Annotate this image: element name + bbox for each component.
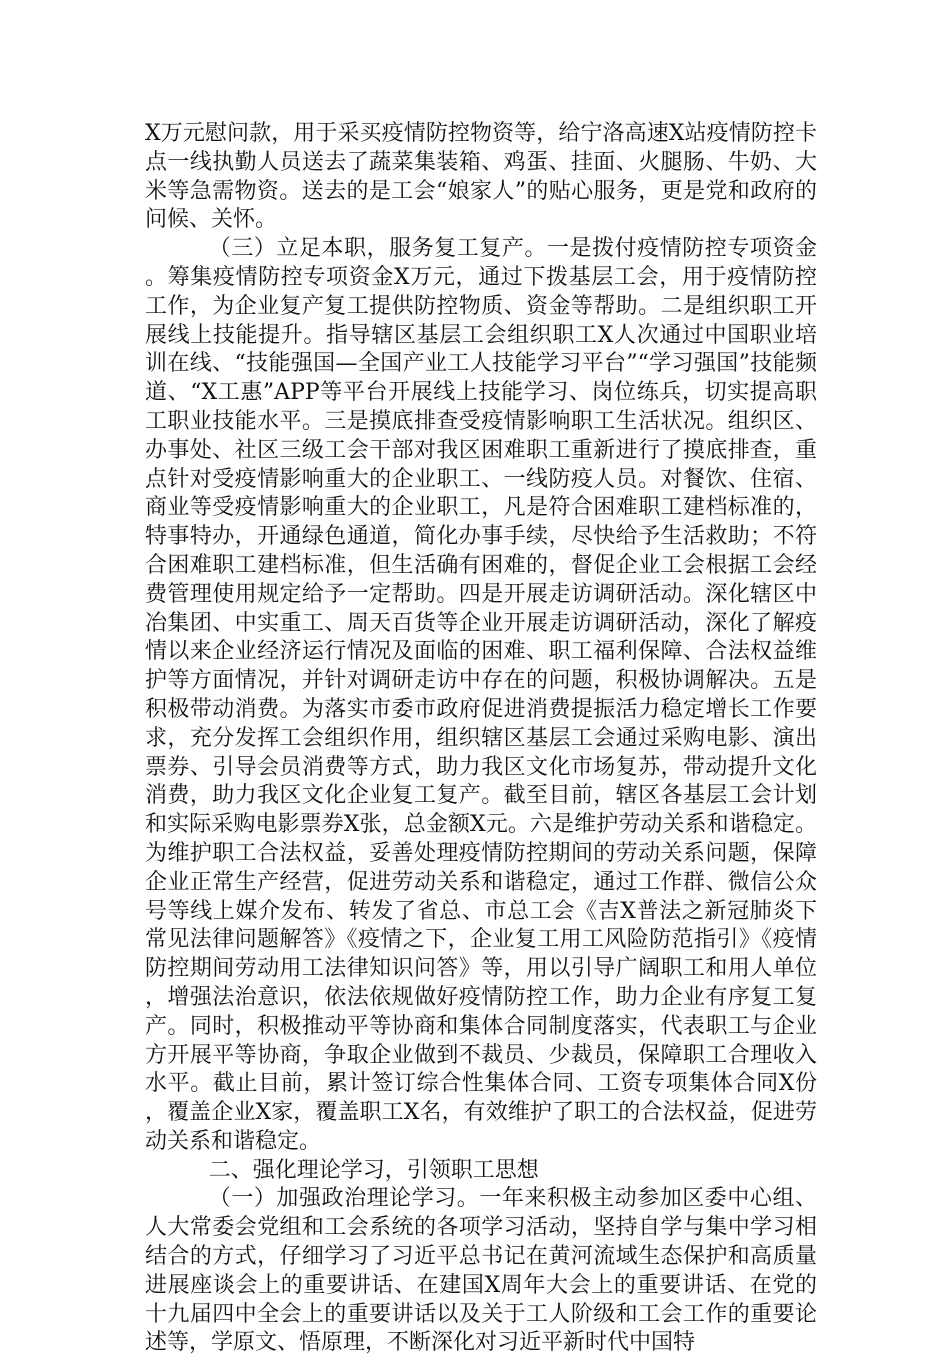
document-page bbox=[145, 120, 817, 1358]
section-heading-theory-study: 二、强化理论学习，引领职工思想 bbox=[208, 1157, 539, 1183]
paragraph-relief-funds: X万元慰问款，用于采买疫情防控物资等，给宁洛高速X站疫情防控卡点一线执勤人员送去了蔬菜集装箱、鸡蛋、挂面、火腿肠、牛奶、大米等急需物资。送去的是工会“娘家人”的贴心服务，更是党和政府的问候、关怀。 bbox=[145, 121, 817, 233]
paragraph-resume-production: （三）立足本职，服务复工复产。一是拨付疫情防控专项资金。筹集疫情防控专项资金X万元，通过下拨基层工会，用于疫情防控工作，为企业复产复工提供防控物质、资金等帮助。二是组织职工开展线上技能提升。指导辖区基层工会组织职工X人次通过中国职业培训在线、“技能强国—全国产业工人技能学习平台”“学习强国”技能频道、“X工惠”APP等平台开展线上技能学习、岗位练兵，切实提高职工职业技能水平。三是摸底排查受疫情影响职工生活状况。组织区、办事处、社区三级工会干部对我区困难职工重新进行了摸底排查，重点针对受疫情影响重大的企业职工、一线防疫人员。对餐饮、住宿、商业等受疫情影响重大的企业职工，凡是符合困难职工建档标准的，特事特办，开通绿色通道，简化办事手续，尽快给予生活救助；不符合困难职工建档标准，但生活确有困难的，督促企业工会根据工会经费管理使用规定给予一定帮助。四是开展走访调研活动。深化辖区中冶集团、中实重工、周天百货等企业开展走访调研活动，深化了解疫情以来企业经济运行情况及面临的困难、职工福利保障、合法权益维护等方面情况，并针对调研走访中存在的问题，积极协调解决。五是积极带动消费。为落实市委市政府促进消费提振活力稳定增长工作要求，充分发挥工会组织作用，组织辖区基层工会通过采购电影、演出票券、引导会员消费等方式，助力我区文化市场复苏，带动提升文化消费，助力我区文化企业复工复产。截至目前，辖区各基层工会计划和实际采购电影票券X张，总金额X元。六是维护劳动关系和谐稳定。为维护职工合法权益，妥善处理疫情防控期间的劳动关系问题，保障企业正常生产经营，促进劳动关系和谐稳定，通过工作群、微信公众号等线上媒介发布、转发了省总、市总工会《吉X普法之新冠肺炎下常见法律问题解答》《疫情之下，企业复工用工风险防范指引》《疫情防控期间劳动用工法律知识问答》等，用以引导广阔职工和用人单位，增强法治意识，依法依规做好疫情防控工作，助力企业有序复工复产。同时，积极推动平等协商和集体合同制度落实，代表职工与企业方开展平等协商，争取企业做到不裁员、少裁员，保障职工合理收入水平。截止目前，累计签订综合性集体合同、工资专项集体合同X份，覆盖企业X家，覆盖职工X名，有效维护了职工的合法权益，促进劳动关系和谐稳定。 bbox=[145, 236, 817, 1154]
paragraph-political-study: （一）加强政治理论学习。一年来积极主动参加区委中心组、人大常委会党组和工会系统的各项学习活动，坚持自学与集中学习相结合的方式，仔细学习了习近平总书记在黄河流域生态保护和高质量进展座谈会上的重要讲话、在建国X周年大会上的重要讲话、在党的十九届四中全会上的重要讲话以及关于工人阶级和工会工作的重要论述等，学原文、悟原理，不断深化对习近平新时代中国特 bbox=[145, 1186, 817, 1356]
